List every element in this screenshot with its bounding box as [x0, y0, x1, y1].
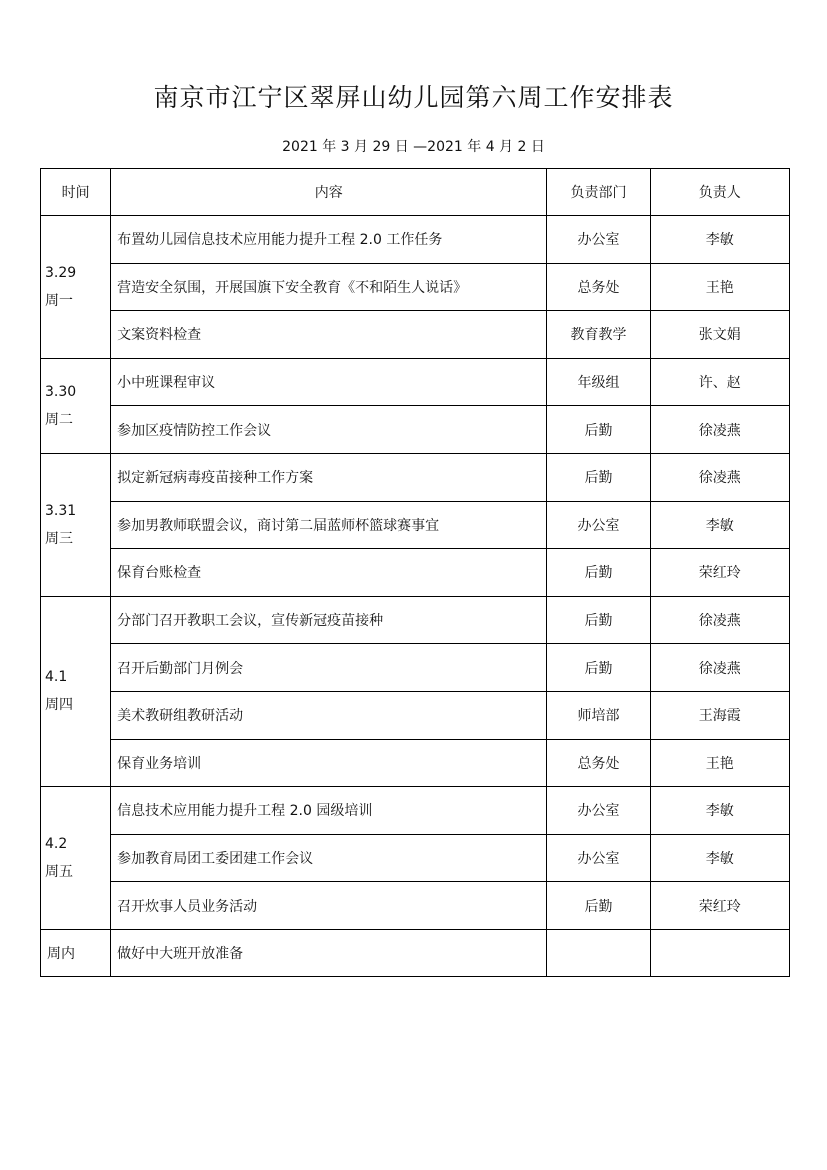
- day-cell: [41, 216, 111, 359]
- table-row: [41, 311, 790, 359]
- task-person: 荣红玲: [650, 549, 789, 597]
- task-person: 李敏: [650, 501, 789, 549]
- header-time: 时间: [41, 169, 111, 216]
- page-title: 南京市江宁区翠屏山幼儿园第六周工作安排表: [153, 83, 674, 112]
- task-dept: 教育教学: [547, 311, 650, 359]
- day-date: 3.31: [45, 502, 77, 519]
- table-row: [41, 644, 790, 692]
- week-dept: [547, 929, 650, 976]
- table-header-row: [41, 169, 790, 216]
- table-row: [41, 787, 790, 835]
- table-row: [41, 406, 790, 454]
- day-weekday: 周一: [45, 292, 73, 309]
- table-row: [41, 549, 790, 597]
- task-content: 召开炊事人员业务活动: [111, 882, 547, 930]
- task-dept: 办公室: [547, 834, 650, 882]
- task-person: 王艳: [650, 263, 789, 311]
- task-content: 布置幼儿园信息技术应用能力提升工程 2.0 工作任务: [111, 216, 547, 264]
- task-person: 徐凌燕: [650, 453, 789, 501]
- task-content: 召开后勤部门月例会: [111, 644, 547, 692]
- table-row: [41, 834, 790, 882]
- day-cell: [41, 358, 111, 453]
- table-row: [41, 691, 790, 739]
- task-content: 文案资料检查: [111, 311, 547, 359]
- table-row: [41, 263, 790, 311]
- week-content: 做好中大班开放准备: [111, 929, 547, 976]
- header-dept: 负责部门: [547, 169, 650, 216]
- task-content: 拟定新冠病毒疫苗接种工作方案: [111, 453, 547, 501]
- day-date: 4.2: [45, 836, 68, 853]
- task-person: 李敏: [650, 834, 789, 882]
- week-label: 周内: [41, 929, 111, 976]
- day-weekday: 周四: [45, 697, 73, 714]
- day-weekday: 周二: [45, 411, 73, 428]
- date-range: 2021 年 3 月 29 日 —2021 年 4 月 2 日: [282, 139, 545, 155]
- task-person: 许、赵: [650, 358, 789, 406]
- day-weekday: 周三: [45, 530, 73, 547]
- table-row: [41, 596, 790, 644]
- task-person: 王海霞: [650, 691, 789, 739]
- task-content: 信息技术应用能力提升工程 2.0 园级培训: [111, 787, 547, 835]
- task-content: 参加男教师联盟会议，商讨第二届蓝师杯篮球赛事宜: [111, 501, 547, 549]
- task-content: 分部门召开教职工会议，宣传新冠疫苗接种: [111, 596, 547, 644]
- task-person: 徐凌燕: [650, 406, 789, 454]
- task-dept: 后勤: [547, 596, 650, 644]
- table-row: [41, 358, 790, 406]
- task-person: 王艳: [650, 739, 789, 787]
- day-cell: [41, 453, 111, 596]
- task-dept: 年级组: [547, 358, 650, 406]
- day-date: 3.29: [45, 264, 77, 281]
- task-person: 徐凌燕: [650, 644, 789, 692]
- task-dept: 办公室: [547, 501, 650, 549]
- task-dept: 后勤: [547, 549, 650, 597]
- task-dept: 总务处: [547, 263, 650, 311]
- day-date: 3.30: [45, 383, 77, 400]
- schedule-body: [41, 216, 790, 977]
- table-row: [41, 501, 790, 549]
- table-row: [41, 882, 790, 930]
- day-weekday: 周五: [45, 864, 73, 881]
- schedule-table: [40, 168, 790, 977]
- task-dept: 后勤: [547, 453, 650, 501]
- header-person: 负责人: [650, 169, 789, 216]
- task-person: 张文娟: [650, 311, 789, 359]
- task-dept: 师培部: [547, 691, 650, 739]
- week-person: [650, 929, 789, 976]
- task-dept: 后勤: [547, 644, 650, 692]
- day-date: 4.1: [45, 669, 68, 686]
- task-content: 参加区疫情防控工作会议: [111, 406, 547, 454]
- day-cell: [41, 596, 111, 786]
- task-person: 徐凌燕: [650, 596, 789, 644]
- task-content: 保育台账检查: [111, 549, 547, 597]
- week-row: [41, 929, 790, 976]
- task-dept: 后勤: [547, 406, 650, 454]
- table-row: [41, 739, 790, 787]
- task-content: 美术教研组教研活动: [111, 691, 547, 739]
- task-content: 参加教育局团工委团建工作会议: [111, 834, 547, 882]
- table-row: [41, 453, 790, 501]
- task-content: 营造安全氛围，开展国旗下安全教育《不和陌生人说话》: [111, 263, 547, 311]
- task-dept: 后勤: [547, 882, 650, 930]
- task-person: 李敏: [650, 787, 789, 835]
- task-person: 李敏: [650, 216, 789, 264]
- task-dept: 办公室: [547, 216, 650, 264]
- task-dept: 办公室: [547, 787, 650, 835]
- task-dept: 总务处: [547, 739, 650, 787]
- task-person: 荣红玲: [650, 882, 789, 930]
- header-content: 内容: [111, 169, 547, 216]
- day-cell: [41, 787, 111, 930]
- table-row: [41, 216, 790, 264]
- task-content: 小中班课程审议: [111, 358, 547, 406]
- task-content: 保育业务培训: [111, 739, 547, 787]
